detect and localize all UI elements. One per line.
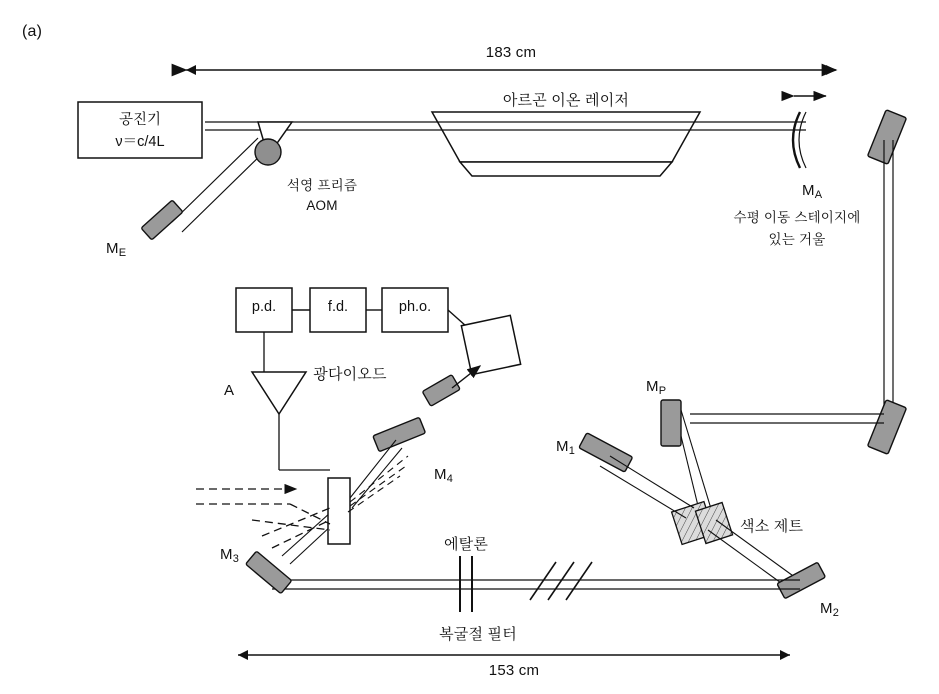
- dimension-153cm-label: 153 cm: [488, 662, 540, 679]
- photodiode-detector: [461, 315, 520, 374]
- amplifier-symbol: [252, 332, 330, 470]
- birefringent-filter: [530, 562, 592, 600]
- etalon: [460, 556, 472, 612]
- mirror-MP: [661, 400, 681, 446]
- mirror-M1-label: $M_1$: [556, 438, 576, 457]
- prism-label: 석영 프리즘: [286, 178, 358, 193]
- fd-box-label: f.d.: [327, 299, 349, 315]
- beam-fan-dashed: [348, 456, 408, 512]
- amplifier-label: A: [224, 382, 235, 399]
- panel-label: (a): [22, 23, 43, 40]
- mirror-MA-label: $M_A$: [802, 182, 823, 201]
- quartz-prism-aom: [255, 122, 292, 165]
- mirror-MA: [793, 96, 826, 168]
- argon-laser-base: [460, 162, 672, 176]
- photodiode-label: 광다이오드: [313, 366, 387, 383]
- dye-jet: [672, 502, 733, 545]
- input-beams-dashed: [196, 489, 330, 530]
- stage-label-line1: 수평 이동 스테이지에: [733, 210, 861, 225]
- beam-M2-M3: [272, 580, 800, 589]
- pickoff-mirror: [422, 366, 480, 406]
- right-vertical-beam: [884, 140, 893, 414]
- pump-beam-to-jet: [681, 410, 712, 514]
- pd-box-label: p.d.: [251, 299, 277, 315]
- mirror-M4: [373, 417, 426, 451]
- cavity-box-line1: 공진기: [118, 112, 162, 128]
- mirror-topright: [867, 110, 906, 165]
- etalon-label: 에탈론: [443, 536, 489, 553]
- dashed-diagonals: [262, 508, 330, 548]
- mirror-M2-label: $M_2$: [820, 600, 840, 619]
- argon-laser-label: 아르곤 이온 레이저: [502, 92, 630, 109]
- stage-label-line2: 있는 거울: [768, 232, 826, 247]
- dimension-183cm-label: 183 cm: [485, 44, 537, 61]
- mirror-ME-label: $M_E$: [106, 240, 127, 259]
- pho-box-label: ph.o.: [398, 299, 432, 315]
- beam-to-MP: [690, 414, 884, 423]
- cavity-box-line2: ν＝c/4L: [115, 134, 165, 150]
- dimension-183cm: [186, 65, 836, 75]
- mirror-M1: [579, 433, 633, 472]
- mirror-MP-label: $M_P$: [646, 378, 667, 397]
- mirror-ME: [141, 200, 183, 240]
- dimension-153cm: [238, 650, 790, 660]
- mirror-M3-label: $M_3$: [220, 546, 240, 565]
- mirror-M3: [246, 551, 292, 594]
- aom-label: AOM: [306, 198, 338, 213]
- argon-laser-body: [432, 112, 700, 162]
- mirror-bottomright: [867, 400, 906, 455]
- output-coupler-plate: [328, 478, 350, 544]
- mirror-M4-label: $M_4$: [434, 466, 454, 485]
- dye-jet-label: 색소 제트: [740, 518, 804, 535]
- birefringent-filter-label: 복굴절 필터: [439, 626, 517, 643]
